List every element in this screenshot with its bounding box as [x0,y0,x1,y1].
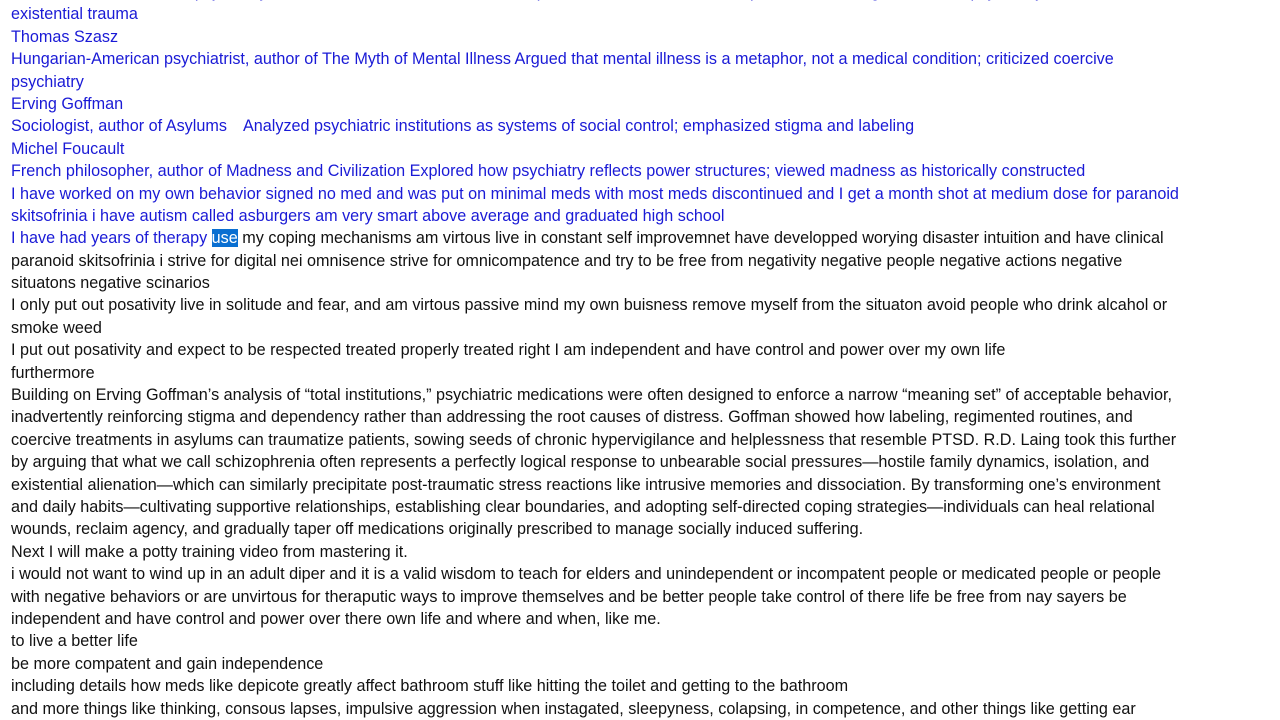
text-line-segment: including details how meds like depicote greatly affect bathroom stuff like hitting the toilet and getting to the bathroom [11,677,849,696]
text-line [11,630,1277,652]
document-body[interactable] [11,0,1277,720]
text-line [11,3,1277,25]
text-line [11,541,1277,563]
text-line-segment: Hungarian-American psychiatrist, author of The Myth of Mental Illness Argued that mental illness is a metaphor, not a medical condition; criticized coercive [11,50,1114,69]
text-line-segment: psychiatry [11,72,84,91]
selected-word[interactable]: use [211,229,238,248]
text-line [11,518,1277,540]
text-line [11,26,1277,48]
text-line [11,93,1277,115]
text-line [11,160,1277,182]
text-line-segment: paranoid skitsofrinia i strive for digital nei omnisence strive for omnicompatence and try to be free from negativity negative people negative actions negative [11,251,1123,270]
text-line-segment [11,0,1043,1]
text-line-segment: smoke weed [11,318,102,337]
text-line [11,653,1277,675]
text-line-segment: Sociologist, author of Asylums [11,117,227,136]
text-line-segment: and more things like thinking, consous lapses, impulsive aggression when instagated, sleepyness, colapsing, in competence, and other things like getting ear [11,699,1136,718]
text-line-segment: be more compatent and gain independence [11,654,324,673]
text-line [11,451,1277,473]
text-line-segment: French philosopher, author of Madness and Civilization Explored how psychiatry reflects power structures; viewed madness as historically constructed [11,162,1086,181]
text-line [11,406,1277,428]
text-line-segment: I put out posativity and expect to be respected treated properly treated right I am independent and have control and power over my own life [11,341,1006,360]
text-line-segment: Erving Goffman [11,94,124,113]
text-line [11,183,1277,205]
text-line [11,227,1277,249]
text-line [11,317,1277,339]
text-line-segment: and daily habits—cultivating supportive relationships, establishing clear boundaries, and adopting self-directed coping strategies—individuals can heal relational [11,497,1155,516]
text-line-segment: skitsofrinia i have autism called asburgers am very smart above average and graduated high school [11,206,725,225]
text-line [11,71,1277,93]
text-line [11,474,1277,496]
text-line [11,698,1277,720]
text-line [11,339,1277,361]
text-line-segment: Analyzed psychiatric institutions as systems of social control; emphasized stigma and labeling [242,117,915,136]
text-line-segment: to live a better life [11,632,138,651]
text-line [11,48,1277,70]
text-line-segment: Michel Foucault [11,139,125,158]
text-line-segment: independent and have control and power over there own life and where and when, like me. [11,609,661,628]
text-line [11,429,1277,451]
text-line-segment: Building on Erving Goffman’s analysis of “total institutions,” psychiatric medications were often designed to enforce a narrow “meaning set” of acceptable behavior, [11,386,1173,405]
text-line-segment: my coping mechanisms am virtous live in constant self improvemnet have developped worying disaster intuition and have clinical [237,229,1164,248]
text-line [11,496,1277,518]
text-line [11,563,1277,585]
text-line [11,675,1277,697]
text-line [11,384,1277,406]
text-line [11,138,1277,160]
text-line [11,586,1277,608]
text-line [11,250,1277,272]
text-line-segment: wounds, reclaim agency, and gradually taper off medications originally prescribed to manage socially induced suffering. [11,520,864,539]
text-line-segment: existential alienation—which can similarly precipitate post-traumatic stress reactions like intrusive memories and dissociation. By transforming one’s environment [11,475,1161,494]
text-line [11,272,1277,294]
text-line-segment: Thomas Szasz [11,27,119,46]
text-line-segment: I only put out posativity live in solitude and fear, and am virtous passive mind my own buisness remove myself from the situaton avoid people who drink alcahol or [11,296,1168,315]
text-line [11,294,1277,316]
text-line-segment: I have had years of therapy [11,229,212,248]
text-line [11,362,1277,384]
text-line-segment: with negative behaviors or are unvirtous for theraputic ways to improve themselves and be better people take control of there life be free from nay sayers be [11,587,1127,606]
text-line-segment: inadvertently reinforcing stigma and dependency rather than addressing the root causes of distress. Goffman showed how labeling, regimented routines, and [11,408,1133,427]
text-line [11,608,1277,630]
text-line-segment: i would not want to wind up in an adult diper and it is a valid wisdom to teach for elders and unindependent or incompatent people or medicated people or people [11,565,1162,584]
text-line-segment: I have worked on my own behavior signed no med and was put on minimal meds with most meds discontinued and I get a month shot at medium dose for paranoid [11,184,1179,203]
text-line-segment: Next I will make a potty training video from mastering it. [11,542,408,561]
text-line-segment: existential trauma [11,5,138,24]
text-line [11,115,1277,137]
text-line-segment: by arguing that what we call schizophrenia often represents a perfectly logical response to unbearable social pressures—hostile family dynamics, isolation, and [11,453,1150,472]
text-line [11,205,1277,227]
text-line-segment: situatons negative scinarios [11,274,210,293]
text-line-segment: coercive treatments in asylums can traumatize patients, sowing seeds of chronic hypervigilance and helplessness that resemble PTSD. R.D. Laing took this further [11,430,1177,449]
text-line-segment: furthermore [11,363,95,382]
